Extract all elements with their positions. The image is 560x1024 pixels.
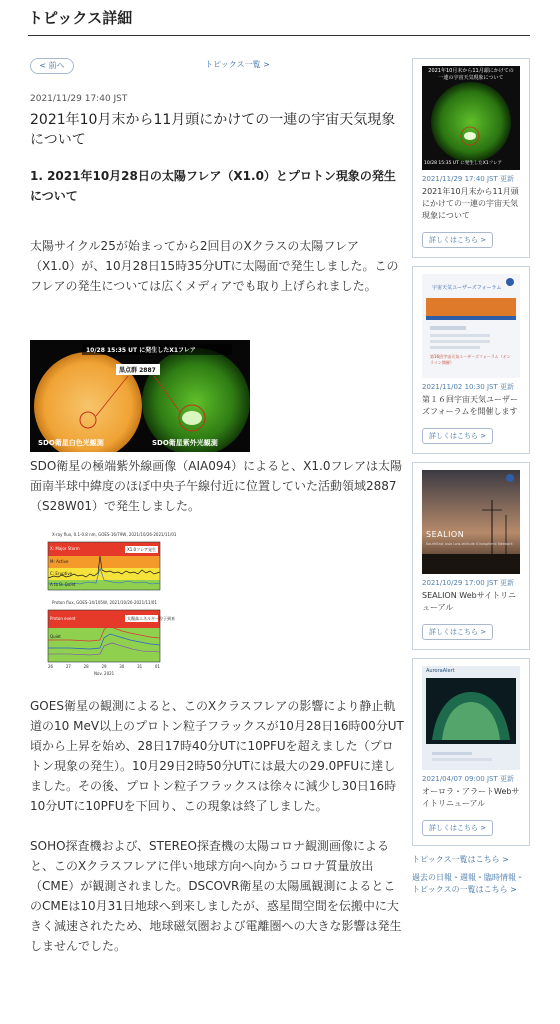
- fig2-x-ticks: [48, 664, 160, 669]
- section-heading: 1. 2021年10月28日の太陽フレア（X1.0）とプロトン現象の発生について: [30, 169, 396, 203]
- paragraph-4: SOHO探査機および、STEREO探査機の太陽コロナ観測画像によると、このXクラスフレアに伴い地球方向へ向かうコロナ質量放出（CME）が観測されました。DSCOVR衛星の太陽風観測によるとこのCMEは10月31日地球へ到来しましたが、惑星間空間を伝搬中に大きく減速されたため、地球磁気圏および電離圏への大きな影響は発生しませんでした。: [30, 839, 402, 953]
- fig2-top-annotation: X1.0フレア発生: [127, 547, 156, 552]
- topics-list-link[interactable]: トピックス一覧 >: [205, 60, 270, 69]
- fig2-band-proton: Proton event: [50, 616, 76, 621]
- x-tick: 01: [154, 664, 160, 669]
- goes-flux-figure: [30, 530, 220, 680]
- x-tick: 27: [65, 664, 71, 669]
- card-title: 第１６回宇宙天気ユーザーズフォーラムを開催します: [422, 395, 518, 416]
- fig1-sunspot-label: 黒点群 2887: [119, 367, 156, 374]
- fig1-right-caption: SDO衛星紫外光観測: [152, 439, 218, 447]
- thumb-bottom-text: SouthEast Asia Low-latitude IOnospheric Network: [426, 542, 513, 546]
- page-header: [28, 8, 530, 36]
- article-date: 2021/11/29 17:40 JST: [30, 94, 128, 104]
- fig1-left-caption: SDO衛星白色光観測: [38, 439, 104, 447]
- topics-list-link[interactable]: トピックス一覧はこちら >: [412, 855, 509, 864]
- detail-button[interactable]: 詳しくはこちら >: [422, 232, 493, 248]
- fig2-band-quiet: Quiet: [50, 634, 61, 639]
- fig1-title: 10/28 15:35 UT に発生したX1フレア: [86, 347, 196, 354]
- paragraph-1: 太陽サイクル25が始まってから2回目のXクラスの太陽フレア（X1.0）が、10月28日15時35分UTに太陽面で発生しました。このフレアの発生については広くメディアでも取り上げられました。: [30, 239, 399, 293]
- prev-button[interactable]: < 前へ: [30, 58, 74, 74]
- detail-button[interactable]: 詳しくはこちら >: [422, 428, 493, 444]
- card-date: 2021/11/02 10:30 JST 更新: [422, 383, 514, 391]
- fig2-bottom-annotation: 太陽高エネルギー粒子到来: [127, 616, 175, 621]
- sidebar-card-aurora[interactable]: [412, 658, 530, 846]
- x-tick: 31: [137, 664, 143, 669]
- fig2-band-x: X: Major Storm: [50, 546, 80, 551]
- solar-flare-image: [30, 340, 250, 452]
- sidebar: [412, 58, 530, 896]
- solar-flare-figure: [30, 340, 250, 452]
- card-thumbnail: [422, 66, 520, 170]
- detail-button[interactable]: 詳しくはこちら >: [422, 820, 493, 836]
- thumb-top-text: SEALION: [426, 530, 465, 539]
- card-title: SEALION Webサイトリニューアル: [422, 591, 516, 612]
- card-title: オーロラ・アラートWebサイトリニューアル: [422, 787, 520, 808]
- x-tick: 28: [83, 664, 89, 669]
- x-tick: 29: [101, 664, 107, 669]
- sidebar-card-sealion[interactable]: [412, 462, 530, 650]
- detail-button[interactable]: 詳しくはこちら >: [422, 624, 493, 640]
- card-thumbnail: [422, 470, 520, 574]
- sidebar-card-forum[interactable]: [412, 266, 530, 454]
- fig2-top-title: X-ray flux, 0.1-0.8 nm, GOES-16/79W, 2021/10/26-2021/11/01: [52, 532, 177, 537]
- card-thumbnail: [422, 666, 520, 770]
- card-thumbnail: [422, 274, 520, 378]
- article: [30, 58, 404, 956]
- thumb-bottom-text: 10/28 15:35 UT に発生したX1フレア: [424, 161, 503, 166]
- card-title: 2021年10月末から11月頭にかけての一連の宇宙天気現象について: [422, 187, 519, 220]
- paragraph-2: SDO衛星の極端紫外線画像（AIA094）によると、X1.0フレアは太陽面南半球中緯度のほぼ中央子午線付近に位置していた活動領域2887（S28W01）で発生しました。: [30, 459, 402, 513]
- card-date: 2021/11/29 17:40 JST 更新: [422, 175, 514, 183]
- page-title: トピックス詳細: [28, 9, 133, 27]
- thumb-bottom-text: 第16回宇宙天気ユーザーズフォーラム（オンライン開催）: [430, 354, 511, 365]
- sidebar-card-topic[interactable]: [412, 58, 530, 258]
- x-tick: 26: [48, 664, 54, 669]
- card-date: 2021/10/29 17:00 JST 更新: [422, 579, 514, 587]
- fig2-bottom-title: Proton flux, GOES-14/105W, 2021/10/26-2021/11/01: [52, 600, 158, 605]
- fig2-band-m: M: Active: [50, 559, 69, 564]
- article-title: 2021年10月末から11月頭にかけての一連の宇宙天気現象について: [30, 112, 396, 148]
- goes-flux-plots: [30, 530, 220, 680]
- paragraph-3: GOES衛星の観測によると、このXクラスフレアの影響により静止軌道の10 MeV以上のプロトン粒子フラックスが10月28日16時00分UT頃から上昇を始め、28日17時40分UTに10PFUを超えました（プロトン現象の発生）。10月29日2時50分UTには最大の29.0PFUに達しました。その後、プロトン粒子フラックスは徐々に減少し30日16時10分UTに10PFUを下回り、この現象は終了しました。: [30, 699, 404, 813]
- thumb-top-text: AuroraAlert: [426, 668, 455, 674]
- article-nav: [30, 58, 404, 74]
- thumb-top-text: 宇宙天気ユーザーズフォーラム: [432, 285, 502, 291]
- uv-sun: [142, 348, 250, 452]
- archive-list-link[interactable]: 過去の日報・週報・臨時情報・トピックスの一覧はこちら >: [412, 873, 524, 894]
- fig2-x-label: Nov. 2021: [94, 671, 115, 676]
- aurora-thumbnail: [422, 666, 520, 770]
- x-tick: 30: [119, 664, 125, 669]
- fig2-band-ab: A to B: Quiet: [50, 582, 76, 587]
- fig2-band-c: C: Eruptive: [50, 571, 73, 576]
- card-date: 2021/04/07 09:00 JST 更新: [422, 775, 514, 783]
- sealion-thumbnail: [422, 470, 520, 574]
- thumb-top-text: 2021年10月末から11月頭にかけての一連の宇宙天気現象について: [428, 68, 514, 81]
